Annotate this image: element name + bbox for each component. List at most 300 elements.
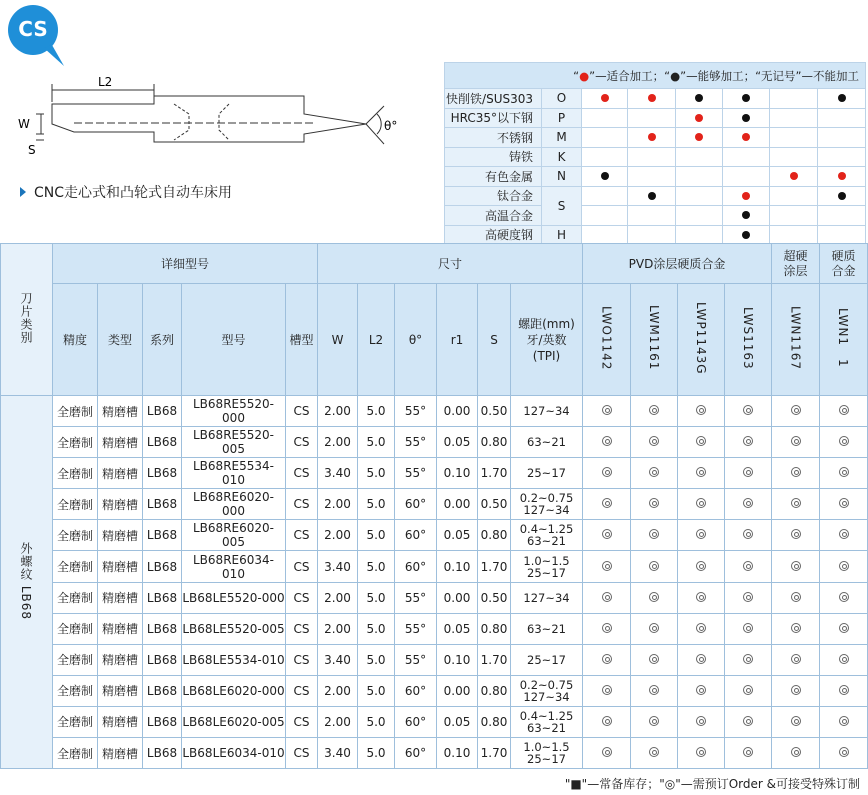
black-dot-icon xyxy=(742,211,750,219)
order-ring-icon xyxy=(649,654,659,664)
order-ring-icon xyxy=(696,623,706,633)
cell-precision: 全磨制 xyxy=(53,551,98,582)
cell-r1: 0.00 xyxy=(437,675,478,706)
cell-model: LB68LE6020-000 xyxy=(182,675,286,706)
pitch-primary: 0.2~0.75 xyxy=(519,491,574,506)
availability-cell xyxy=(678,427,725,458)
availability-cell xyxy=(631,738,678,769)
cell-groove: CS xyxy=(286,396,318,427)
col-r1: r1 xyxy=(437,284,478,396)
red-dot-icon xyxy=(695,114,703,122)
cell-r1: 0.10 xyxy=(437,644,478,675)
order-ring-icon xyxy=(743,561,753,571)
footnote: "■"—常备库存；"◎"—需预订Order &可接受特殊订制 xyxy=(564,777,860,791)
order-ring-icon xyxy=(602,467,612,477)
red-dot-icon xyxy=(601,94,609,102)
availability-cell xyxy=(820,675,868,706)
suitability-cell xyxy=(723,225,770,245)
availability-cell xyxy=(772,706,820,737)
col-l2: L2 xyxy=(358,284,395,396)
order-ring-icon xyxy=(602,405,612,415)
availability-cell xyxy=(631,427,678,458)
order-ring-icon xyxy=(602,436,612,446)
availability-cell xyxy=(772,520,820,551)
availability-cell xyxy=(772,738,820,769)
cell-precision: 全磨制 xyxy=(53,706,98,737)
material-row xyxy=(445,167,866,187)
suitability-cell xyxy=(818,225,866,245)
cell-model: LB68RE6020-005 xyxy=(182,520,286,551)
suitability-cell xyxy=(628,108,676,128)
availability-cell xyxy=(583,458,631,489)
suitability-cell xyxy=(723,128,770,148)
cell-groove: CS xyxy=(286,458,318,489)
cell-groove: CS xyxy=(286,644,318,675)
availability-cell xyxy=(678,675,725,706)
suitability-cell xyxy=(582,147,628,167)
material-code: K xyxy=(542,147,582,167)
cell-series: LB68 xyxy=(143,613,182,644)
cell-type: 精磨槽 xyxy=(98,738,143,769)
cell-theta: 55° xyxy=(395,613,437,644)
material-name: 钛合金 xyxy=(445,186,542,206)
cell-type: 精磨槽 xyxy=(98,644,143,675)
black-dot-icon xyxy=(695,94,703,102)
availability-cell xyxy=(772,489,820,520)
cell-groove: CS xyxy=(286,520,318,551)
availability-cell xyxy=(583,427,631,458)
order-ring-icon xyxy=(743,592,753,602)
cell-theta: 55° xyxy=(395,427,437,458)
cell-type: 精磨槽 xyxy=(98,489,143,520)
availability-cell xyxy=(772,675,820,706)
availability-cell xyxy=(772,582,820,613)
availability-cell xyxy=(820,458,868,489)
suitability-cell xyxy=(628,167,676,187)
cell-precision: 全磨制 xyxy=(53,613,98,644)
order-ring-icon xyxy=(791,561,801,571)
table-row xyxy=(1,738,868,769)
availability-cell xyxy=(772,551,820,582)
cell-model: LB68LE6020-005 xyxy=(182,706,286,737)
availability-cell xyxy=(678,582,725,613)
grade-lwp1143g: LWP1143G xyxy=(678,284,725,396)
col-precision: 精度 xyxy=(53,284,98,396)
suitability-cell xyxy=(582,167,628,187)
order-ring-icon xyxy=(839,529,849,539)
hard-alloy-header: 硬质合金 xyxy=(820,244,868,284)
suitability-cell xyxy=(676,167,723,187)
w-label: W xyxy=(18,117,30,131)
order-ring-icon xyxy=(839,467,849,477)
cell-l2: 5.0 xyxy=(358,427,395,458)
cell-pitch xyxy=(511,396,583,427)
material-row xyxy=(445,128,866,148)
suitability-cell xyxy=(723,89,770,109)
cell-series: LB68 xyxy=(143,489,182,520)
availability-cell xyxy=(725,458,772,489)
cell-theta: 55° xyxy=(395,458,437,489)
cell-series: LB68 xyxy=(143,520,182,551)
availability-cell xyxy=(678,644,725,675)
availability-cell xyxy=(820,738,868,769)
col-s: S xyxy=(478,284,511,396)
order-ring-icon xyxy=(839,561,849,571)
pitch-primary: 127~34 xyxy=(523,404,570,419)
order-ring-icon xyxy=(649,529,659,539)
suitability-cell xyxy=(723,206,770,226)
material-code: P xyxy=(542,108,582,128)
triangle-bullet-icon xyxy=(20,187,26,197)
availability-cell xyxy=(820,520,868,551)
usage-text: CNC走心式和凸轮式自动车床用 xyxy=(34,185,233,201)
red-dot-icon xyxy=(838,172,846,180)
cell-w: 3.40 xyxy=(318,644,358,675)
order-ring-icon xyxy=(649,405,659,415)
order-ring-icon xyxy=(649,685,659,695)
cell-type: 精磨槽 xyxy=(98,396,143,427)
order-ring-icon xyxy=(743,654,753,664)
suitability-cell xyxy=(818,206,866,226)
availability-cell xyxy=(820,489,868,520)
availability-cell xyxy=(772,396,820,427)
cell-theta: 60° xyxy=(395,706,437,737)
availability-cell xyxy=(583,738,631,769)
suitability-cell xyxy=(818,128,866,148)
order-ring-icon xyxy=(649,747,659,757)
suitability-cell xyxy=(723,186,770,206)
cell-theta: 60° xyxy=(395,551,437,582)
cell-model: LB68RE6020-000 xyxy=(182,489,286,520)
material-code: S xyxy=(542,186,582,225)
suitability-cell xyxy=(723,167,770,187)
cell-model: LB68RE5520-005 xyxy=(182,427,286,458)
availability-cell xyxy=(725,738,772,769)
cell-l2: 5.0 xyxy=(358,489,395,520)
black-dot-icon xyxy=(742,94,750,102)
suitability-cell xyxy=(628,186,676,206)
cell-groove: CS xyxy=(286,613,318,644)
table-row xyxy=(1,613,868,644)
cell-model: LB68RE6034-010 xyxy=(182,551,286,582)
cell-l2: 5.0 xyxy=(358,551,395,582)
material-row xyxy=(445,147,866,167)
cell-precision: 全磨制 xyxy=(53,644,98,675)
suitability-cell xyxy=(818,89,866,109)
availability-cell xyxy=(820,551,868,582)
availability-cell xyxy=(678,738,725,769)
material-name: 铸铁 xyxy=(445,147,542,167)
suitability-cell xyxy=(770,108,818,128)
pitch-primary: 25~17 xyxy=(527,466,566,481)
availability-cell xyxy=(631,613,678,644)
cell-s: 0.80 xyxy=(478,427,511,458)
availability-cell xyxy=(725,675,772,706)
order-ring-icon xyxy=(839,436,849,446)
cell-precision: 全磨制 xyxy=(53,458,98,489)
table-row xyxy=(1,644,868,675)
order-ring-icon xyxy=(791,405,801,415)
cell-l2: 5.0 xyxy=(358,613,395,644)
cell-pitch xyxy=(511,644,583,675)
suitability-cell xyxy=(582,89,628,109)
order-ring-icon xyxy=(696,436,706,446)
availability-cell xyxy=(820,427,868,458)
material-name: HRC35°以下钢 xyxy=(445,108,542,128)
cell-pitch xyxy=(511,427,583,458)
suitability-cell xyxy=(770,225,818,245)
suitability-cell xyxy=(676,128,723,148)
order-ring-icon xyxy=(649,498,659,508)
availability-cell xyxy=(631,489,678,520)
order-ring-icon xyxy=(602,716,612,726)
cell-s: 0.50 xyxy=(478,396,511,427)
product-table xyxy=(0,243,868,769)
suitability-cell xyxy=(770,186,818,206)
pitch-primary: 0.4~1.25 xyxy=(519,522,574,537)
size-header: 尺寸 xyxy=(318,244,583,284)
order-ring-icon xyxy=(602,685,612,695)
order-ring-icon xyxy=(696,561,706,571)
cell-r1: 0.00 xyxy=(437,396,478,427)
cell-w: 2.00 xyxy=(318,675,358,706)
order-ring-icon xyxy=(743,623,753,633)
cell-theta: 60° xyxy=(395,738,437,769)
col-theta: θ° xyxy=(395,284,437,396)
suitability-cell xyxy=(628,128,676,148)
order-ring-icon xyxy=(743,685,753,695)
order-ring-icon xyxy=(649,623,659,633)
suitability-cell xyxy=(676,108,723,128)
cell-r1: 0.05 xyxy=(437,613,478,644)
badge-label: CS xyxy=(18,17,48,41)
cell-precision: 全磨制 xyxy=(53,738,98,769)
order-ring-icon xyxy=(696,716,706,726)
suitability-cell xyxy=(723,108,770,128)
order-ring-icon xyxy=(649,436,659,446)
order-ring-icon xyxy=(696,529,706,539)
col-type: 类型 xyxy=(98,284,143,396)
grade-lwo1142: LWO1142 xyxy=(583,284,631,396)
detail-model-header: 详细型号 xyxy=(53,244,318,284)
order-ring-icon xyxy=(696,498,706,508)
cell-groove: CS xyxy=(286,489,318,520)
cell-pitch xyxy=(511,613,583,644)
suitability-cell xyxy=(582,108,628,128)
cell-theta: 55° xyxy=(395,582,437,613)
cell-w: 2.00 xyxy=(318,582,358,613)
red-dot-icon xyxy=(742,192,750,200)
pitch-secondary: 25~17 xyxy=(527,565,566,580)
cell-w: 2.00 xyxy=(318,706,358,737)
availability-cell xyxy=(820,396,868,427)
order-ring-icon xyxy=(696,592,706,602)
cell-pitch xyxy=(511,458,583,489)
cell-type: 精磨槽 xyxy=(98,551,143,582)
cell-s: 0.50 xyxy=(478,489,511,520)
cell-model: LB68RE5534-010 xyxy=(182,458,286,489)
cell-groove: CS xyxy=(286,551,318,582)
order-ring-icon xyxy=(602,623,612,633)
suitability-cell xyxy=(676,89,723,109)
pitch-primary: 63~21 xyxy=(527,435,566,450)
suitability-cell xyxy=(770,147,818,167)
cell-model: LB68LE5520-000 xyxy=(182,582,286,613)
cell-s: 0.80 xyxy=(478,613,511,644)
availability-cell xyxy=(631,644,678,675)
order-ring-icon xyxy=(839,685,849,695)
availability-cell xyxy=(583,582,631,613)
pvd-header: PVD涂层硬质合金 xyxy=(583,244,772,284)
availability-cell xyxy=(678,458,725,489)
cell-l2: 5.0 xyxy=(358,458,395,489)
material-row xyxy=(445,108,866,128)
availability-cell xyxy=(772,644,820,675)
cell-series: LB68 xyxy=(143,706,182,737)
table-row xyxy=(1,582,868,613)
cell-type: 精磨槽 xyxy=(98,675,143,706)
cell-l2: 5.0 xyxy=(358,396,395,427)
availability-cell xyxy=(583,489,631,520)
order-ring-icon xyxy=(839,498,849,508)
suitability-cell xyxy=(582,206,628,226)
order-ring-icon xyxy=(602,747,612,757)
order-ring-icon xyxy=(743,716,753,726)
suitability-cell xyxy=(818,108,866,128)
cell-pitch xyxy=(511,582,583,613)
availability-cell xyxy=(725,520,772,551)
order-ring-icon xyxy=(791,623,801,633)
order-ring-icon xyxy=(839,716,849,726)
cell-precision: 全磨制 xyxy=(53,582,98,613)
material-code: M xyxy=(542,128,582,148)
material-name: 高硬度钢 xyxy=(445,225,542,245)
black-dot-icon xyxy=(648,192,656,200)
availability-cell xyxy=(631,582,678,613)
material-name: 高温合金 xyxy=(445,206,542,226)
cell-w: 2.00 xyxy=(318,613,358,644)
cell-model: LB68RE5520-000 xyxy=(182,396,286,427)
order-ring-icon xyxy=(791,467,801,477)
cell-w: 2.00 xyxy=(318,489,358,520)
suitability-cell xyxy=(628,89,676,109)
availability-cell xyxy=(631,706,678,737)
cell-series: LB68 xyxy=(143,458,182,489)
order-ring-icon xyxy=(791,592,801,602)
availability-cell xyxy=(772,427,820,458)
suitability-cell xyxy=(676,206,723,226)
black-dot-icon xyxy=(742,231,750,239)
cell-theta: 55° xyxy=(395,644,437,675)
tool-drawing xyxy=(14,74,434,174)
suitability-cell xyxy=(628,225,676,245)
material-table xyxy=(444,62,866,245)
suitability-cell xyxy=(770,206,818,226)
cell-type: 精磨槽 xyxy=(98,520,143,551)
availability-cell xyxy=(725,582,772,613)
pitch-primary: 1.0~1.5 xyxy=(523,553,570,568)
suitability-cell xyxy=(676,186,723,206)
red-dot-icon xyxy=(790,172,798,180)
table-row xyxy=(1,458,868,489)
suitability-cell xyxy=(582,128,628,148)
cell-s: 1.70 xyxy=(478,644,511,675)
suitability-cell xyxy=(628,206,676,226)
pitch-primary: 25~17 xyxy=(527,652,566,667)
table-row xyxy=(1,675,868,706)
l2-label: L2 xyxy=(98,75,113,89)
order-ring-icon xyxy=(839,405,849,415)
cell-precision: 全磨制 xyxy=(53,675,98,706)
material-row xyxy=(445,89,866,109)
table-row xyxy=(1,520,868,551)
availability-cell xyxy=(820,613,868,644)
cell-s: 0.50 xyxy=(478,582,511,613)
col-groove: 槽型 xyxy=(286,284,318,396)
order-ring-icon xyxy=(649,592,659,602)
suitability-cell xyxy=(582,225,628,245)
cell-pitch xyxy=(511,489,583,520)
availability-cell xyxy=(583,520,631,551)
order-ring-icon xyxy=(696,467,706,477)
cell-precision: 全磨制 xyxy=(53,396,98,427)
red-dot-icon xyxy=(648,133,656,141)
material-legend: “●”—适合加工；“●”—能够加工；“无记号”—不能加工 xyxy=(445,63,866,89)
col-w: W xyxy=(318,284,358,396)
cell-pitch xyxy=(511,520,583,551)
cell-pitch xyxy=(511,706,583,737)
availability-cell xyxy=(631,551,678,582)
availability-cell xyxy=(725,489,772,520)
order-ring-icon xyxy=(743,498,753,508)
cell-w: 3.40 xyxy=(318,738,358,769)
cell-r1: 0.00 xyxy=(437,582,478,613)
cell-s: 1.70 xyxy=(478,458,511,489)
usage-note xyxy=(20,182,232,202)
cell-l2: 5.0 xyxy=(358,706,395,737)
cell-r1: 0.05 xyxy=(437,520,478,551)
cell-pitch xyxy=(511,675,583,706)
availability-cell xyxy=(820,706,868,737)
availability-cell xyxy=(583,706,631,737)
cell-r1: 0.10 xyxy=(437,551,478,582)
cell-s: 0.80 xyxy=(478,706,511,737)
s-label: S xyxy=(28,143,36,157)
cell-w: 3.40 xyxy=(318,551,358,582)
pitch-secondary: 63~21 xyxy=(527,720,566,735)
suitability-cell xyxy=(818,167,866,187)
material-name: 快削铁/SUS303 xyxy=(445,89,542,109)
cell-r1: 0.10 xyxy=(437,738,478,769)
order-ring-icon xyxy=(602,592,612,602)
cell-r1: 0.05 xyxy=(437,706,478,737)
order-ring-icon xyxy=(602,561,612,571)
cell-l2: 5.0 xyxy=(358,520,395,551)
red-dot-icon xyxy=(742,133,750,141)
col-series: 系列 xyxy=(143,284,182,396)
order-ring-icon xyxy=(791,685,801,695)
pitch-primary: 127~34 xyxy=(523,590,570,605)
order-ring-icon xyxy=(649,467,659,477)
cell-r1: 0.10 xyxy=(437,458,478,489)
availability-cell xyxy=(678,613,725,644)
availability-cell xyxy=(725,427,772,458)
table-row xyxy=(1,489,868,520)
availability-cell xyxy=(583,551,631,582)
cell-theta: 60° xyxy=(395,520,437,551)
black-dot-icon xyxy=(601,172,609,180)
cs-badge xyxy=(4,3,64,67)
